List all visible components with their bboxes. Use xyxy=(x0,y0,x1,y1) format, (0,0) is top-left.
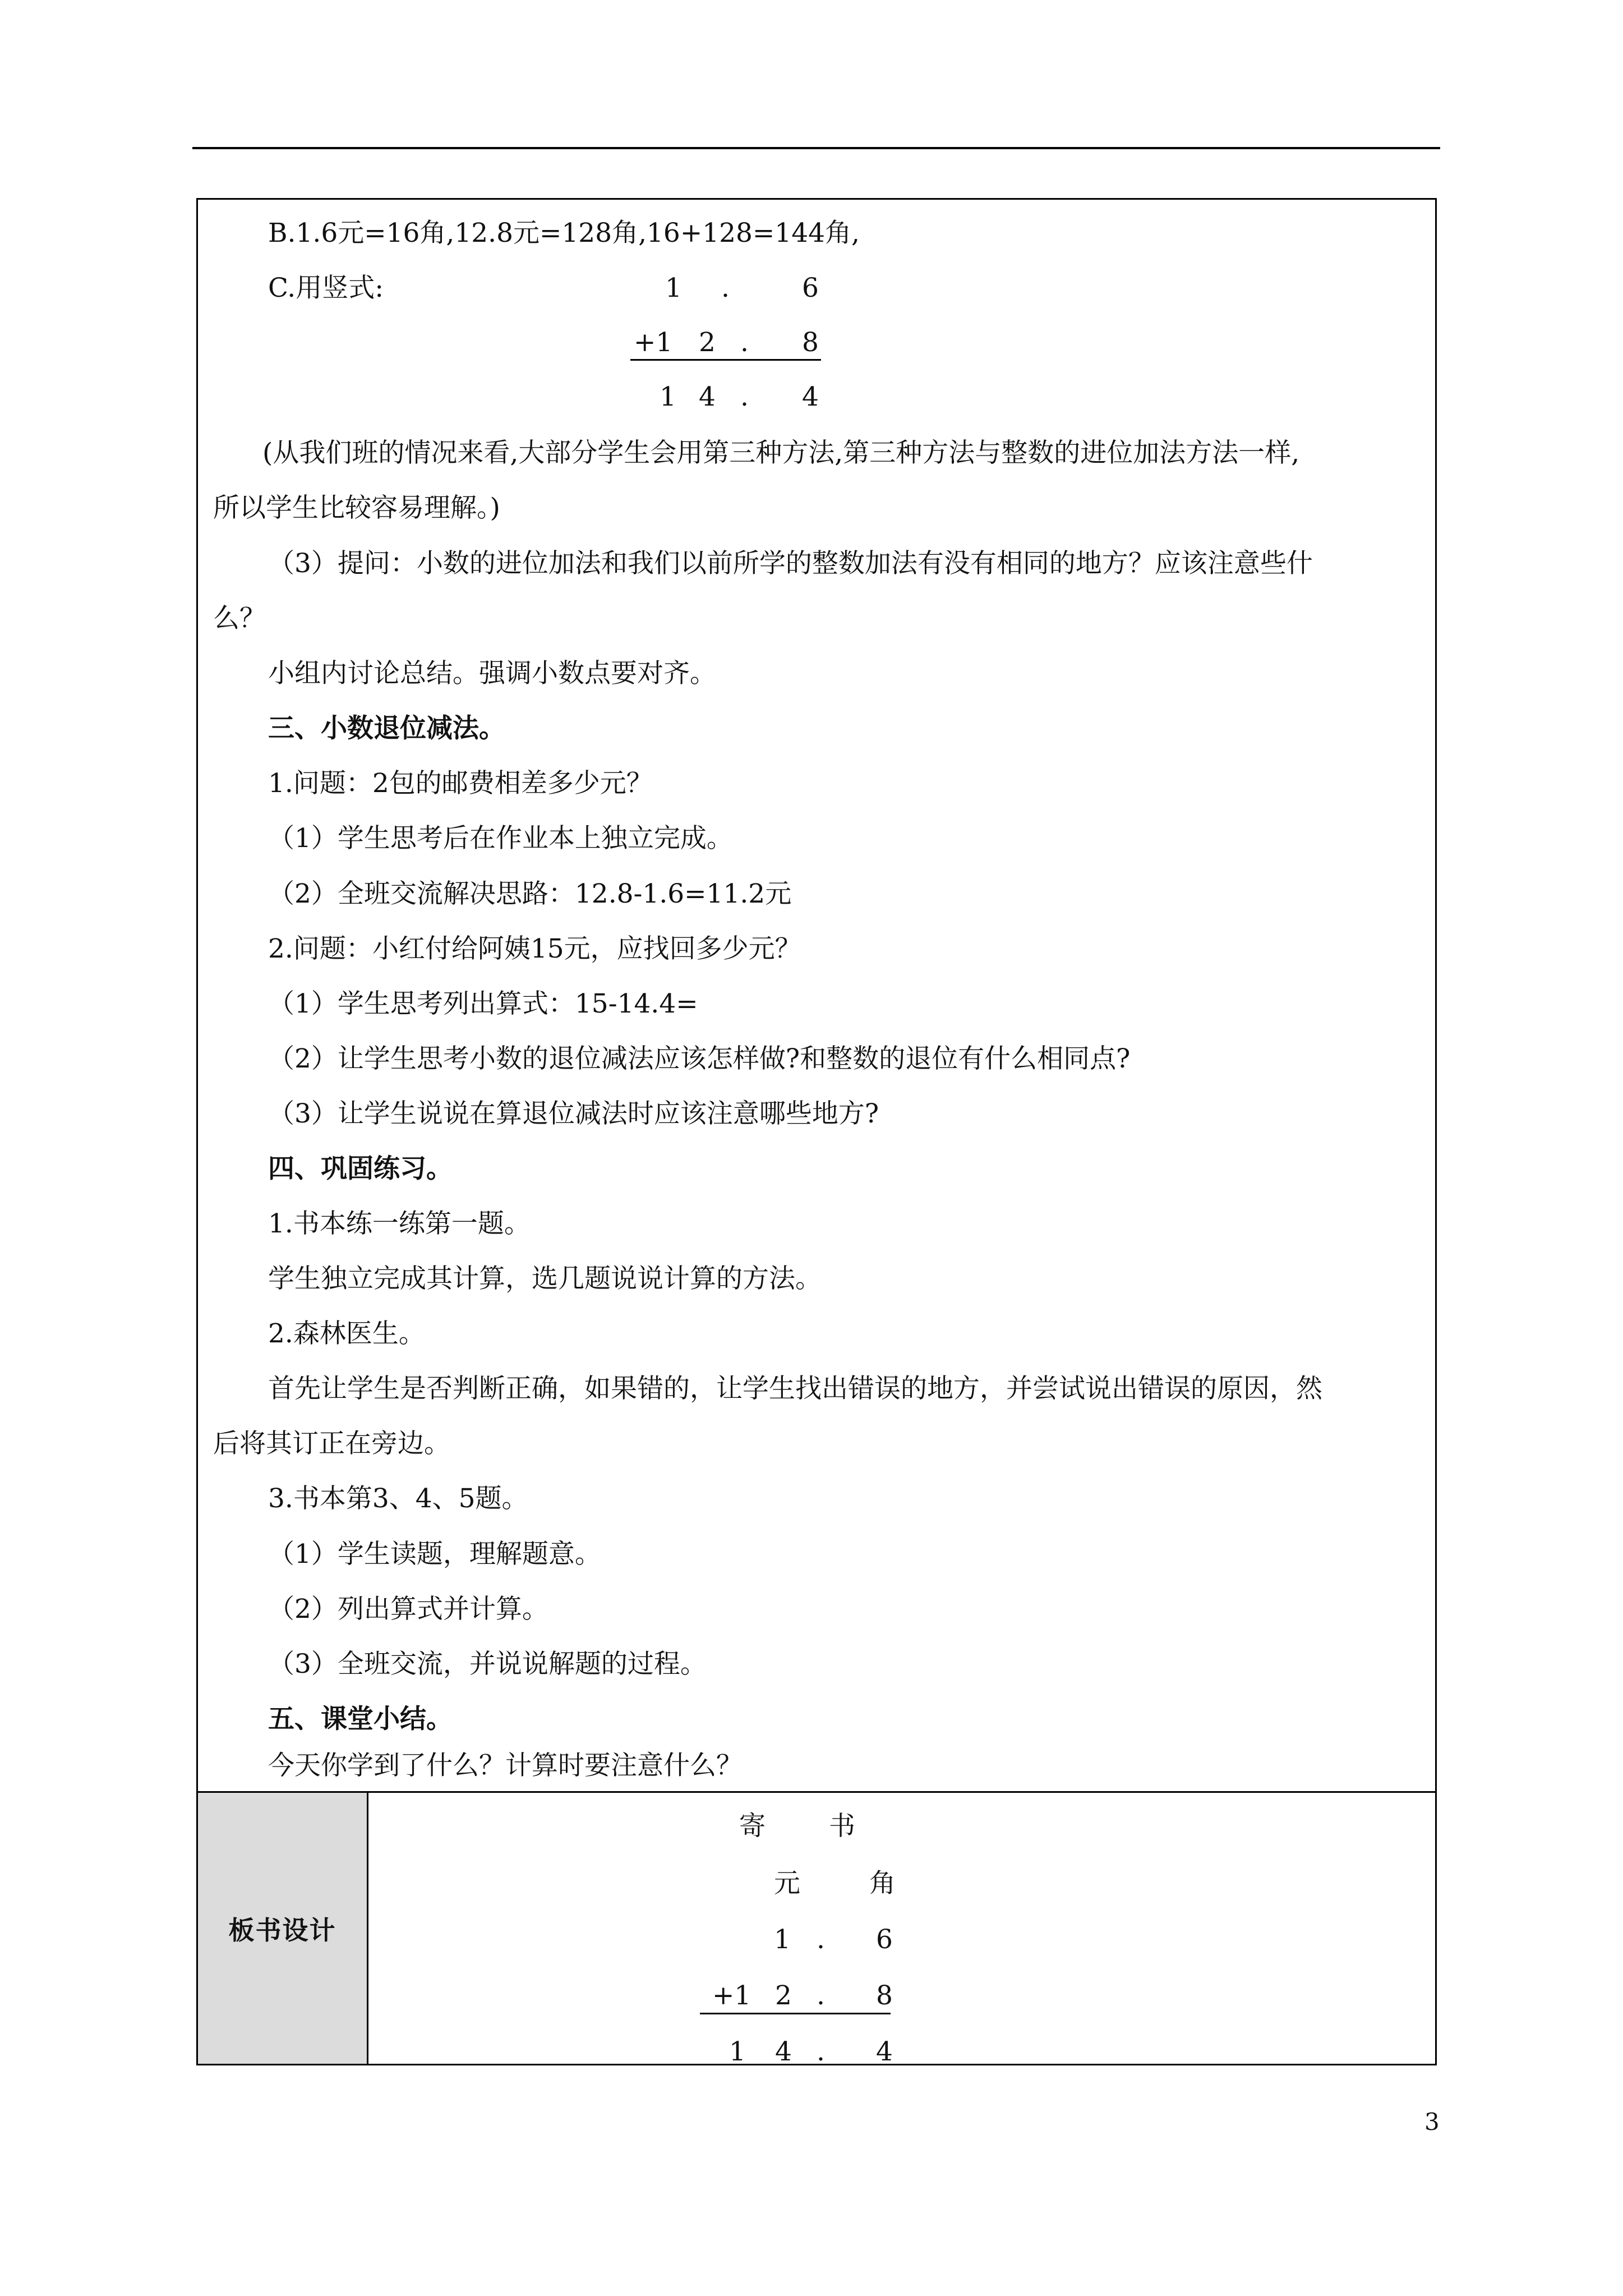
text-line: 么？ xyxy=(213,603,266,634)
text-line: 今天你学到了什么？计算时要注意什么？ xyxy=(268,1750,743,1781)
text-line: 1.问题：2包的邮费相差多少元？ xyxy=(268,768,653,799)
text-line: （3）让学生说说在算退位减法时应该注意哪些地方? xyxy=(268,1098,879,1129)
vertical-digit: 4 xyxy=(699,381,716,412)
text-line: 小组内讨论总结。强调小数点要对齐。 xyxy=(268,658,716,689)
lesson-table xyxy=(196,198,1437,2065)
text-line: （3）全班交流，并说说解题的过程。 xyxy=(268,1649,707,1680)
board-digit: . xyxy=(817,1924,825,1955)
vertical-digit: . xyxy=(740,381,749,412)
text-line: （2）让学生思考小数的退位减法应该怎样做?和整数的退位有什么相同点? xyxy=(268,1043,1131,1074)
text-line: 后将其订正在旁边。 xyxy=(213,1428,450,1459)
text-line: 学生独立完成其计算，选几题说说计算的方法。 xyxy=(268,1263,822,1294)
vertical-digit: . xyxy=(721,273,730,303)
text-line: （1）学生思考列出算式：15-14.4= xyxy=(268,988,698,1019)
board-unit: 角 xyxy=(869,1868,896,1899)
board-title-char: 寄 xyxy=(739,1811,766,1842)
board-digit: 1 xyxy=(774,1924,791,1955)
vertical-digit: 4 xyxy=(802,381,819,412)
vertical-digit: 8 xyxy=(802,327,819,358)
text-line: 1.书本练一练第一题。 xyxy=(268,1208,531,1239)
board-digit: 4 xyxy=(876,2036,893,2067)
vertical-digit: 1 xyxy=(660,381,676,412)
board-digit: 8 xyxy=(876,1980,893,2011)
text-line: B.1.6元=16角,12.8元=128角,16+128=144角, xyxy=(268,218,860,249)
vertical-digit: . xyxy=(740,327,749,358)
section-heading: 三、小数退位减法。 xyxy=(268,713,505,744)
text-line: 首先让学生是否判断正确，如果错的，让学生找出错误的地方，并尝试说出错误的原因，然 xyxy=(268,1373,1322,1404)
board-title-char: 书 xyxy=(829,1811,855,1842)
text-line: (从我们班的情况来看,大部分学生会用第三种方法,第三种方法与整数的进位加法方法一样, xyxy=(262,438,1300,468)
text-line: 2.问题：小红付给阿姨15元，应找回多少元？ xyxy=(268,933,801,964)
board-unit: 元 xyxy=(774,1868,800,1899)
section-heading: 四、巩固练习。 xyxy=(268,1153,453,1184)
vertical-digit: 2 xyxy=(699,327,716,358)
sum-underline xyxy=(630,359,821,361)
board-design-label: 板书设计 xyxy=(228,1915,336,1945)
board-digit: 6 xyxy=(876,1924,893,1955)
header-rule xyxy=(192,147,1440,149)
text-line: （2）全班交流解决思路：12.8-1.6=11.2元 xyxy=(268,878,792,909)
board-digit: 1 xyxy=(729,2036,746,2067)
text-line: 所以学生比较容易理解。) xyxy=(213,493,500,523)
board-digit: +1 xyxy=(712,1980,751,2011)
text-line: （1）学生思考后在作业本上独立完成。 xyxy=(268,823,733,854)
section-heading: 五、课堂小结。 xyxy=(268,1704,453,1734)
board-digit: . xyxy=(817,1980,825,2011)
table-row-divider xyxy=(196,1791,1437,1793)
vertical-digit: 6 xyxy=(802,273,819,303)
text-line: （2）列出算式并计算。 xyxy=(268,1594,548,1625)
board-sum-underline xyxy=(700,2013,891,2014)
text-line: C.用竖式: xyxy=(268,273,384,303)
text-line: （3）提问：小数的进位加法和我们以前所学的整数加法有没有相同的地方？应该注意些什 xyxy=(268,548,1313,579)
board-design-label-cell xyxy=(198,1793,368,2064)
vertical-digit: 1 xyxy=(665,273,682,303)
text-line: 2.森林医生。 xyxy=(268,1318,425,1349)
page-number: 3 xyxy=(1424,2108,1440,2136)
board-digit: 4 xyxy=(775,2036,792,2067)
text-line: （1）学生读题，理解题意。 xyxy=(268,1539,601,1570)
text-line: 3.书本第3、4、5题。 xyxy=(268,1483,528,1514)
board-digit: . xyxy=(817,2036,825,2067)
board-digit: 2 xyxy=(775,1980,792,2011)
vertical-digit: +1 xyxy=(634,327,673,358)
